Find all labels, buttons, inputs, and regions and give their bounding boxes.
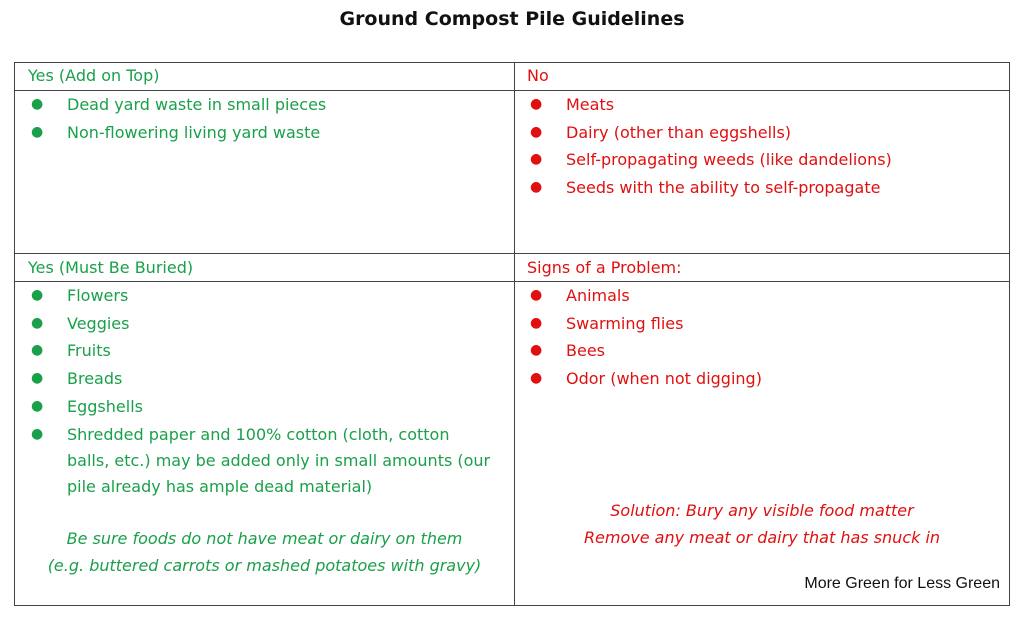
bullet-icon: ● — [31, 287, 44, 303]
solution-line-2: Remove any meat or dairy that has snuck in — [583, 528, 941, 547]
bullet-icon: ● — [31, 425, 44, 442]
bullet-icon: ● — [31, 314, 44, 331]
bullet-icon: ● — [530, 151, 543, 168]
note-line-2: (e.g. buttered carrots or mashed potatoes with gravy) — [47, 556, 482, 575]
guidelines-table — [14, 62, 1010, 606]
credit-watermark: More Green for Less Green — [804, 575, 1000, 592]
heading-yes-must-be-buried: Yes (Must Be Buried) — [28, 258, 194, 277]
list-item: ● Flowers — [15, 282, 495, 310]
list-item: ● Dead yard waste in small pieces — [15, 91, 513, 119]
bullet-icon: ● — [530, 342, 543, 359]
list-item: ● Animals — [514, 282, 1009, 310]
bullet-icon: ● — [31, 370, 44, 387]
list-item: ● Seeds with the ability to self-propagate — [514, 174, 1009, 202]
bullet-icon: ● — [530, 314, 543, 331]
bullet-icon: ● — [530, 123, 543, 140]
list-item: ● Dairy (other than eggshells) — [514, 119, 1009, 147]
bullet-icon: ● — [530, 287, 543, 303]
bullet-icon: ● — [31, 123, 44, 140]
bullet-icon: ● — [31, 96, 44, 112]
bullet-icon: ● — [31, 342, 44, 359]
bullet-icon: ● — [530, 370, 543, 387]
list-yes-must-be-buried — [15, 282, 495, 500]
heading-no: No — [527, 66, 549, 85]
list-item: ● Bees — [514, 337, 1009, 365]
list-item: ● Shredded paper and 100% cotton (cloth, cotton balls, etc.) may be added only in small amounts (our pile already has ample dead material) — [15, 421, 495, 500]
list-item: ● Eggshells — [15, 393, 495, 421]
solution-note — [515, 497, 1009, 551]
note-line-1: Be sure foods do not have meat or dairy on them — [66, 529, 463, 548]
bullet-icon: ● — [31, 397, 44, 414]
list-item: ● Fruits — [15, 337, 495, 365]
list-item: ● Non-flowering living yard waste — [15, 119, 513, 147]
list-item: ● Self-propagating weeds (like dandelions) — [514, 146, 1009, 174]
page-title: Ground Compost Pile Guidelines — [339, 8, 685, 30]
row-divider-middle — [15, 253, 1009, 254]
list-yes-add-on-top — [15, 91, 513, 146]
list-signs-of-problem — [514, 282, 1009, 393]
bullet-icon: ● — [530, 179, 543, 196]
list-item: ● Odor (when not digging) — [514, 365, 1009, 393]
list-item: ● Breads — [15, 365, 495, 393]
list-item: ● Veggies — [15, 310, 495, 338]
note-foods — [15, 525, 514, 579]
heading-yes-add-on-top: Yes (Add on Top) — [28, 66, 160, 85]
list-no — [514, 91, 1009, 202]
heading-signs-of-problem: Signs of a Problem: — [527, 258, 682, 277]
list-item: ● Meats — [514, 91, 1009, 119]
list-item: ● Swarming flies — [514, 310, 1009, 338]
solution-line-1: Solution: Bury any visible food matter — [610, 501, 914, 520]
bullet-icon: ● — [530, 96, 543, 112]
